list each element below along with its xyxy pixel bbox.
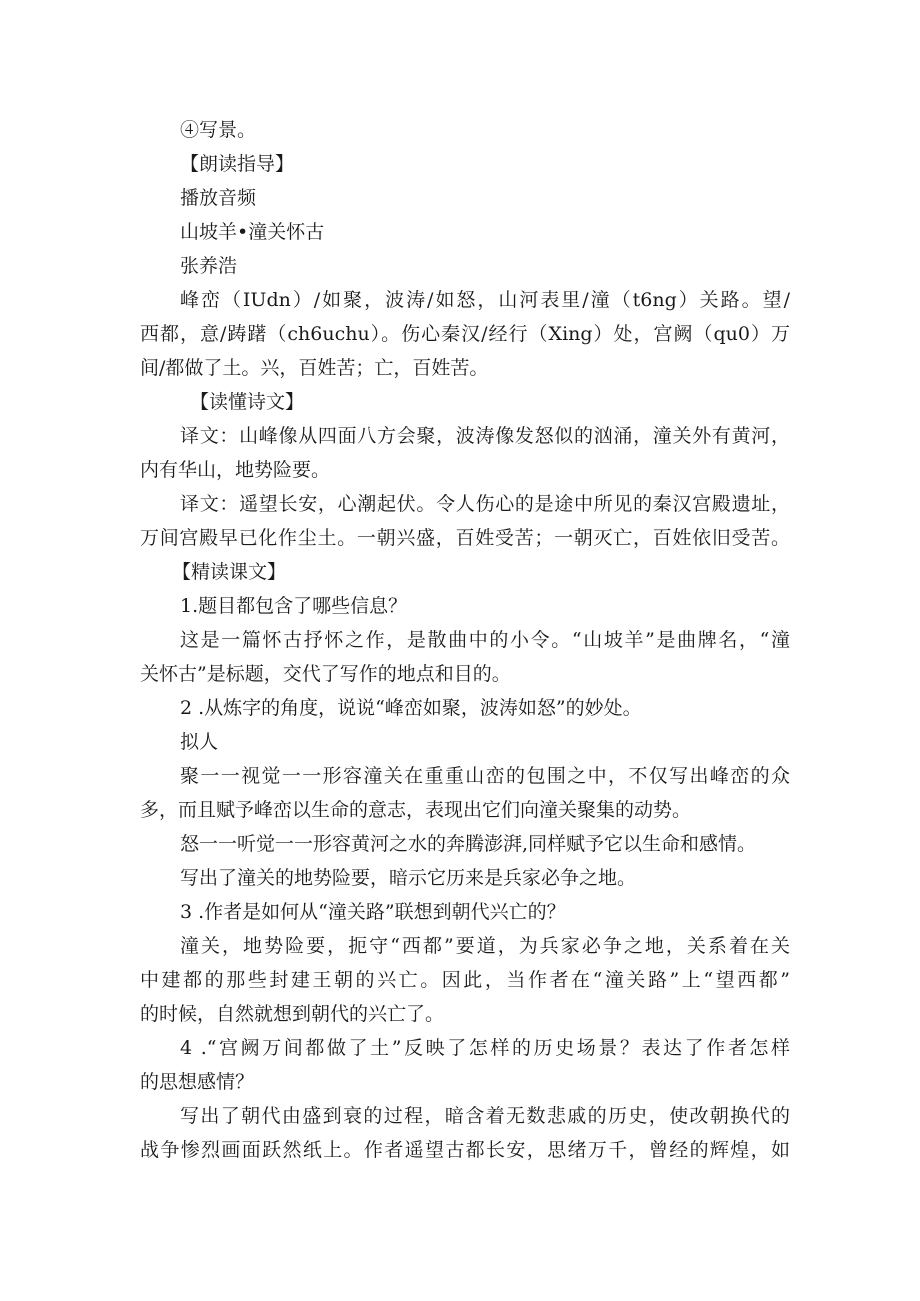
section-heading: 【精读课文】 (172, 561, 287, 583)
text-line: 西都，意/踌躇（ch6uchu）。伤心秦汉/经行（Xing）处，宫阙（qu0）万 (140, 323, 790, 345)
document-body (140, 113, 790, 1167)
section-heading: 【读懂诗文】 (190, 391, 305, 413)
text-line: 峰峦（IUdn）/如聚，波涛/如怒，山河表里/潼（t6ng）关路。望/ (180, 289, 790, 311)
text-line: 间/都做了土。兴，百姓苦；亡，百姓苦。 (140, 357, 489, 379)
text-line: 的时候，自然就想到朝代的兴亡了。 (140, 1003, 445, 1025)
text-line: 写出了潼关的地势险要，暗示它历来是兵家必争之地。 (180, 867, 637, 889)
text-line: 译文：遥望长安，心潮起伏。令人伤心的是途中所见的秦汉宫殿遗址， (180, 493, 790, 515)
text-line: 播放音频 (180, 187, 257, 209)
text-line: 万间宫殿早已化作尘土。一朝兴盛，百姓受苦；一朝灭亡，百姓依旧受苦。 (140, 527, 790, 549)
question-line: 3 .作者是如何从“潼关路”联想到朝代兴亡的？ (180, 901, 566, 923)
text-line: 战争惨烈画面跃然纸上。作者遥望古都长安，思绪万千，曾经的辉煌，如 (140, 1139, 790, 1161)
text-line: 中建都的那些封建王朝的兴亡。因此，当作者在“潼关路”上“望西都” (140, 969, 790, 991)
text-line: 内有华山，地势险要。 (140, 459, 331, 481)
poem-title: 山坡羊•潼关怀古 (180, 221, 325, 243)
text-line: 的思想感情？ (140, 1071, 255, 1093)
text-line: ④写景。 (180, 119, 257, 141)
text-line: 这是一篇怀古抒怀之作，是散曲中的小令。“山坡羊”是曲牌名，“潼 (180, 629, 790, 651)
text-line: 多，而且赋予峰峦以生命的意志，表现出它们向潼关聚集的动势。 (140, 799, 692, 821)
text-line: 译文：山峰像从四面八方会聚，波涛像发怒似的汹涌，潼关外有黄河， (180, 425, 790, 447)
text-line: 拟人 (180, 731, 219, 753)
text-line: 潼关，地势险要，扼守“西都”要道，为兵家必争之地，关系着在关 (180, 935, 790, 957)
text-line: 聚一一视觉一一形容潼关在重重山峦的包围之中，不仅写出峰峦的众 (180, 765, 790, 787)
question-line: 1.题目都包含了哪些信息？ (180, 595, 408, 617)
question-line: 2 .从炼字的角度，说说“峰峦如聚，波涛如怒”的妙处。 (180, 697, 642, 719)
poem-author: 张养浩 (180, 255, 238, 277)
text-line: 怒一一听觉一一形容黄河之水的奔腾澎湃,同样赋予它以生命和感情。 (180, 833, 757, 855)
question-line: 4 .“宫阙万间都做了土”反映了怎样的历史场景？表达了作者怎样 (180, 1037, 790, 1059)
section-heading: 【朗读指导】 (180, 153, 295, 175)
text-line: 写出了朝代由盛到衰的过程，暗含着无数悲戚的历史，使改朝换代的 (180, 1105, 790, 1127)
text-line: 关怀古”是标题，交代了写作的地点和目的。 (140, 663, 511, 685)
